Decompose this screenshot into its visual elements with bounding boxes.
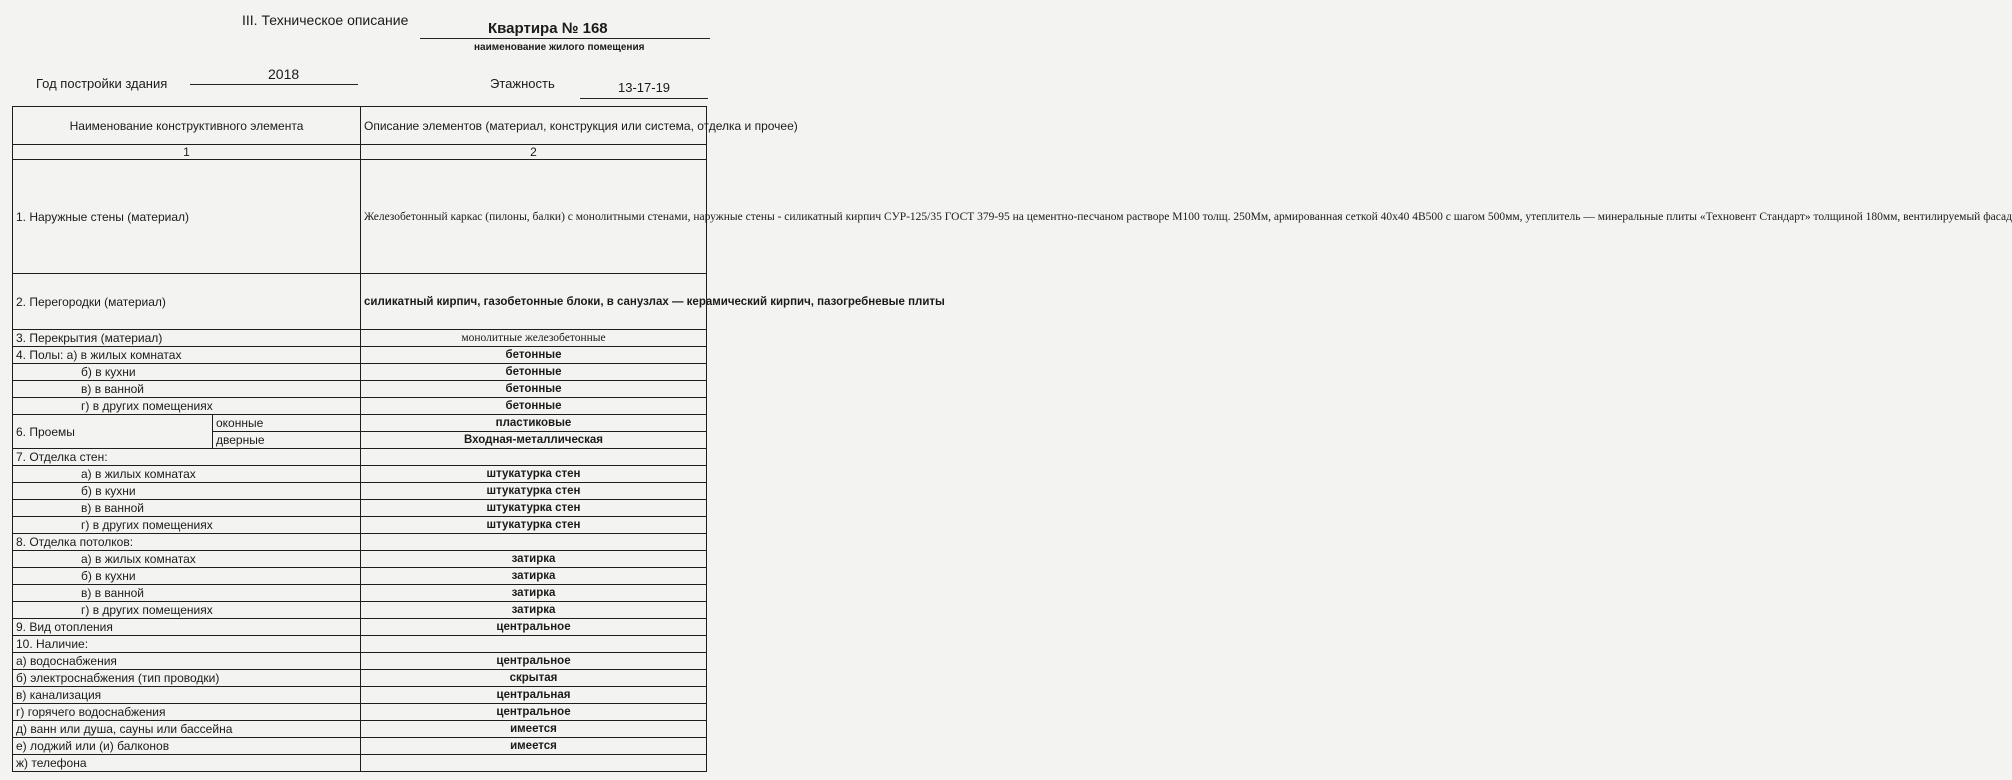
wf-a-label: а) в жилых комнатах (13, 466, 361, 483)
av-d-label: г) горячего водоснабжения (13, 704, 361, 721)
table-row (13, 517, 707, 534)
walls-finish-empty (361, 449, 707, 466)
walls-value: Железобетонный каркас (пилоны, балки) с монолитными стенами, наружные стены - силикатный кирпич СУР-125/35 ГОСТ 379-95 на цементно-песчаном растворе М100 толщ. 250Мм, армированная сеткой 40х40 4В500 с шагом 500мм, утеплитель — минеральные плиты «Техновент Стандарт» толщиной 180мм, вентилируемый фасад (361, 160, 707, 274)
cf-d-value: затирка (361, 602, 707, 619)
availability-label: 10. Наличие: (13, 636, 361, 653)
table-row (13, 670, 707, 687)
floors-c-value: бетонные (361, 381, 707, 398)
table-row (13, 619, 707, 636)
apartment-caption: наименование жилого помещения (474, 42, 645, 53)
table-row (13, 466, 707, 483)
table-row (13, 534, 707, 551)
av-a-label: а) водоснабжения (13, 653, 361, 670)
availability-empty (361, 636, 707, 653)
av-b-label: б) электроснабжения (тип проводки) (13, 670, 361, 687)
year-label: Год постройки здания (36, 76, 168, 91)
slabs-value: монолитные железобетонные (361, 330, 707, 347)
cf-b-label: б) в кухни (13, 568, 361, 585)
av-a-value: центральное (361, 653, 707, 670)
floors-label: Этажность (490, 76, 555, 91)
floors-b-value: бетонные (361, 364, 707, 381)
year-value: 2018 (268, 66, 300, 82)
col2-header: Описание элементов (материал, конструкция или система, отделка и прочее) (361, 107, 707, 145)
table-row (13, 160, 707, 274)
table-row (13, 449, 707, 466)
table-header-row (13, 107, 707, 145)
table-row (13, 636, 707, 653)
slabs-label: 3. Перекрытия (материал) (13, 330, 361, 347)
table-row (13, 721, 707, 738)
section-title: III. Техническое описание (242, 12, 409, 28)
openings-window-label: оконные (213, 415, 361, 432)
cf-c-label: в) в ванной (13, 585, 361, 602)
floors-d-label: г) в других помещениях (13, 398, 361, 415)
year-underline (190, 84, 358, 85)
table-row (13, 415, 707, 432)
av-e-value: имеется (361, 721, 707, 738)
av-f-label: е) лоджий или (и) балконов (13, 738, 361, 755)
elements-table (12, 106, 2012, 772)
table-row (13, 602, 707, 619)
wf-c-value: штукатурка стен (361, 500, 707, 517)
floors-c-label: в) в ванной (13, 381, 361, 398)
floors-value: 13-17-19 (618, 80, 671, 95)
av-c-value: центральная (361, 687, 707, 704)
floors-d-value: бетонные (361, 398, 707, 415)
cf-a-value: затирка (361, 551, 707, 568)
cf-a-label: а) в жилых комнатах (13, 551, 361, 568)
table-row (13, 585, 707, 602)
wf-d-value: штукатурка стен (361, 517, 707, 534)
wf-c-label: в) в ванной (13, 500, 361, 517)
floors-a-label: 4. Полы: а) в жилых комнатах (13, 347, 361, 364)
openings-door-value: Входная-металлическая (361, 432, 707, 449)
table-row (13, 274, 707, 330)
table-row (13, 568, 707, 585)
openings-window-value: пластиковые (361, 415, 707, 432)
table-row (13, 687, 707, 704)
table-row (13, 347, 707, 364)
ceil-finish-label: 8. Отделка потолков: (13, 534, 361, 551)
apartment-number: Квартира № 168 (488, 20, 608, 37)
wf-a-value: штукатурка стен (361, 466, 707, 483)
table-row (13, 653, 707, 670)
col1-header: Наименование конструктивного элемента (13, 107, 361, 145)
table-row (13, 755, 707, 772)
table-row (13, 738, 707, 755)
table-row (13, 551, 707, 568)
partitions-label: 2. Перегородки (материал) (13, 274, 361, 330)
cf-c-value: затирка (361, 585, 707, 602)
av-g-value (361, 755, 707, 772)
wf-b-value: штукатурка стен (361, 483, 707, 500)
table-row (13, 364, 707, 381)
floors-a-value: бетонные (361, 347, 707, 364)
table-row (13, 398, 707, 415)
floors-b-label: б) в кухни (13, 364, 361, 381)
openings-door-label: дверные (213, 432, 361, 449)
table-row (13, 381, 707, 398)
av-e-label: д) ванн или душа, сауны или бассейна (13, 721, 361, 738)
apartment-underline (420, 38, 710, 39)
av-g-label: ж) телефона (13, 755, 361, 772)
walls-finish-label: 7. Отделка стен: (13, 449, 361, 466)
partitions-value: силикатный кирпич, газобетонные блоки, в санузлах — керамический кирпич, пазогребневые плиты (361, 274, 707, 330)
table-number-row (13, 145, 707, 160)
col2-number: 2 (361, 145, 707, 160)
heating-label: 9. Вид отопления (13, 619, 361, 636)
av-b-value: скрытая (361, 670, 707, 687)
av-f-value: имеется (361, 738, 707, 755)
cf-b-value: затирка (361, 568, 707, 585)
table-row (13, 330, 707, 347)
av-d-value: центральное (361, 704, 707, 721)
av-c-label: в) канализация (13, 687, 361, 704)
wf-b-label: б) в кухни (13, 483, 361, 500)
openings-label: 6. Проемы (13, 415, 213, 449)
table-row (13, 483, 707, 500)
col1-number: 1 (13, 145, 361, 160)
floors-underline (580, 98, 708, 99)
table-row (13, 500, 707, 517)
table-row (13, 704, 707, 721)
wf-d-label: г) в других помещениях (13, 517, 361, 534)
cf-d-label: г) в других помещениях (13, 602, 361, 619)
walls-label: 1. Наружные стены (материал) (13, 160, 361, 274)
heating-value: центральное (361, 619, 707, 636)
ceil-finish-empty (361, 534, 707, 551)
